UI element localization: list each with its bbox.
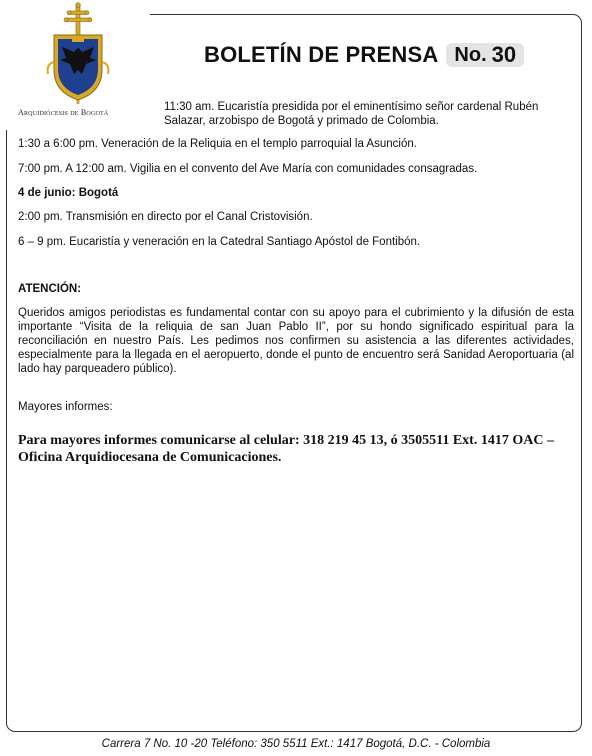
schedule-item: 2:00 pm. Transmisión en directo por el Canal Cristovisión. xyxy=(18,211,313,223)
schedule-item: 6 – 9 pm. Eucaristía y veneración en la Catedral Santiago Apóstol de Fontibón. xyxy=(18,236,421,248)
badge-number: 30 xyxy=(491,42,517,67)
date-heading: 4 de junio: Bogotá xyxy=(18,187,119,199)
schedule-item: 11:30 am. Eucaristía presidida por el eminentísimo señor cardenal Rubén Salazar, arzobispo de Bogotá y primado de Colombia. xyxy=(164,101,539,127)
more-info-label: Mayores informes: xyxy=(18,401,113,413)
footer-address: Carrera 7 No. 10 -20 Teléfono: 350 5511 Ext.: 1417 Bogotá, D.C. - Colombia xyxy=(101,738,491,750)
schedule-item: 1:30 a 6:00 pm. Veneración de la Reliquia en el templo parroquial la Asunción. xyxy=(18,138,417,150)
coat-of-arms-icon xyxy=(8,2,144,108)
logo-caption: Arquidiócesis de Bogotá xyxy=(18,108,109,117)
attention-heading: ATENCIÓN: xyxy=(18,283,82,295)
bulletin-number-badge xyxy=(446,43,524,67)
badge-prefix: No. xyxy=(454,43,487,66)
schedule-item: 7:00 pm. A 12:00 am. Vigilia en el convento del Ave María con comunidades consagradas. xyxy=(18,163,478,175)
bulletin-header xyxy=(204,42,524,68)
attention-body: Queridos amigos periodistas es fundamental contar con su apoyo para el cubrimiento y la difusión de esta importante “Visita de la reliquia de san Juan Pablo II”, por su hondo significado espiritual para la reconciliación en nuestro País. Les pedimos nos confirmen su asistencia a las diferentes actividades, especialmente para la llegada en el aeropuerto, donde el punto de encuentro será Sanidad Aeroportuaria (al lado hay parqueadero público). xyxy=(18,307,574,375)
contact-info: Para mayores informes comunicarse al celular: 318 219 45 13, ó 3505511 Ext. 1417 OAC – Oficina Arquidiocesana de Comunicaciones. xyxy=(18,433,554,465)
page-title: BOLETÍN DE PRENSA xyxy=(204,42,439,67)
